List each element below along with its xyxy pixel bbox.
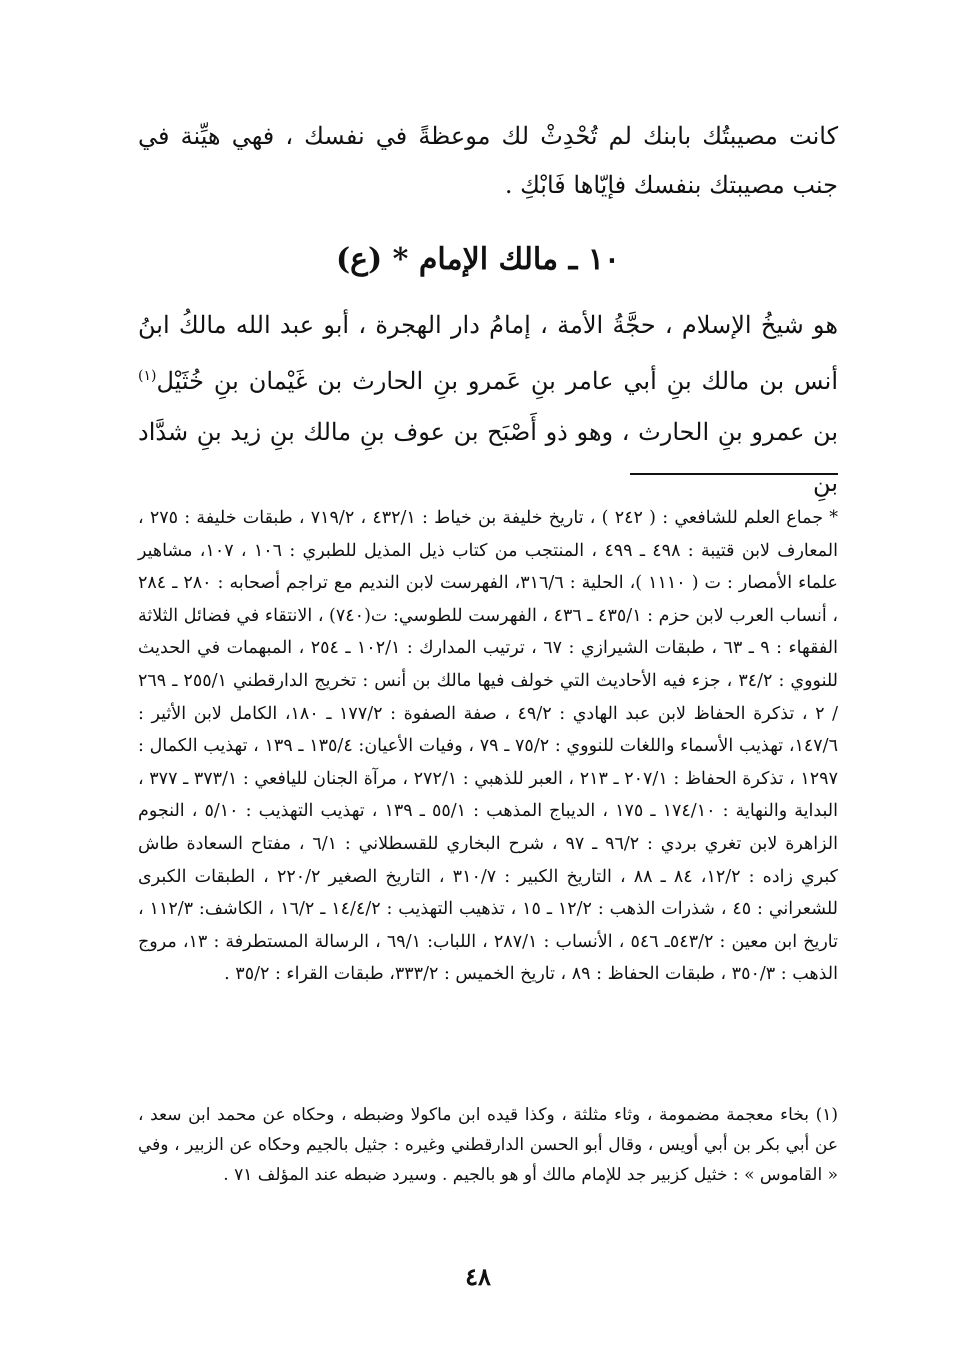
- intro-text: كانت مصيبتُك بابنك لم تُحْدِثْ لك موعظةً في نفسك ، فهي هيِّنة في جنب مصيبتك بنفسك فإيّاها فَابْكِ .: [138, 122, 838, 199]
- sources-text: * جماع العلم للشافعي : ( ٢٤٢ ) ، تاريخ خليفة بن خياط : ٤٣٢/١ ، ٧١٩/٢ ، طبقات خليفة : ٢٧٥ ، المعارف لابن قتيبة : ٤٩٨ ـ ٤٩٩ ، المنتجب من كتاب ذيل المذيل للطبري : ١٠٦ ، ١٠٧، مشاهير علماء الأمصار : ت ( ١١١٠ )، الحلية : ٣١٦/٦، الفهرست لابن النديم مع تراجم أصحابه : ٢٨٠ ـ ٢٨٤ ، أنساب العرب لابن حزم : ٤٣٥/١ ـ ٤٣٦ ، الفهرست للطوسي: ت(٧٤٠) ، الانتقاء في فضائل الثلاثة الفقهاء : ٩ ـ ٦٣ ، طبقات الشيرازي : ٦٧ ، ترتيب المدارك : ١٠٢/١ ـ ٢٥٤ ، المبهمات في الحديث للنووي : ٣٤/٢ ، جزء فيه الأحاديث التي خولف فيها مالك بن أنس : تخريج الدارقطني ٢٥٥/١ ـ ٢٦٩ / ٢ ، تذكرة الحفاظ لابن عبد الهادي : ٤٩/٢ ، صفة الصفوة : ١٧٧/٢ ـ ١٨٠، الكامل لابن الأثير : ١٤٧/٦، تهذيب الأسماء واللغات للنووي : ٧٥/٢ ـ ٧٩ ، وفيات الأعيان: ١٣٥/٤ ـ ١٣٩ ، تهذيب الكمال : ١٢٩٧ ، تذكرة الحفاظ : ٢٠٧/١ ـ ٢١٣ ، العبر للذهبي : ٢٧٢/١ ، مرآة الجنان لليافعي : ٣٧٣/١ ـ ٣٧٧ ، البداية والنهاية : ١٧٤/١٠ ـ ١٧٥ ، الديباج المذهب : ٥٥/١ ـ ١٣٩ ، تهذيب التهذيب : ٥/١٠ ، النجوم الزاهرة لابن تغري بردي : ٩٦/٢ ـ ٩٧ ، شرح البخاري للقسطلاني : ٦/١ ، مفتاح السعادة طاش كبري زاده : ١٢/٢، ٨٤ ـ ٨٨ ، التاريخ الكبير : ٣١٠/٧ ، التاريخ الصغير ٢٢٠/٢ ، الطبقات الكبرى للشعراني : ٤٥ ، شذرات الذهب : ١٢/٢ ـ ١٥ ، تذهيب التهذيب : ١٤/٤/٢ ـ ١٦/٢ ، الكاشف: ١١٢/٣ ، تاريخ ابن معين : ٥٤٣/٢ـ ٥٤٦ ، الأنساب : ٢٨٧/١ ، اللباب: ٦٩/١ ، الرسالة المستطرفة : ١٣، مروج الذهب : ٣٥٠/٣ ، طبقات الحفاظ : ٨٩ ، تاريخ الخميس : ٣٣٣/٢، طبقات القراء : ٣٥/٢ .: [138, 508, 839, 985]
- page-number: ٤٨: [465, 1262, 491, 1291]
- section-heading: ١٠ ـ مالك الإمام * (ع): [335, 242, 621, 277]
- footnote-separator: [630, 473, 838, 475]
- biography-text-part1: هو شيخُ الإسلام ، حجَّةُ الأمة ، إمامُ دار الهجرة ، أبو عبد الله مالكُ ابنُ أنس بن مالك بنِ أبي عامر بنِ عَمرو بنِ الحارث بن غَيْمان بنِ خُثَيْل: [138, 311, 838, 395]
- footnote-text: (١) بخاء معجمة مضمومة ، وثاء مثلثة ، وكذا قيده ابن ماكولا وضبطه ، وحكاه عن محمد ابن سعد ، عن أبي بكر بن أبي أويس ، وقال أبو الحسن الدارقطني وغيره : جثيل بالجيم وحكاه عن الزبير ، وفي « القاموس » : خثيل كزبير جد للإمام مالك أو هو بالجيم . وسيرد ضبطه عند المؤلف ٧١ .: [138, 1105, 838, 1185]
- intro-paragraph: [138, 112, 838, 210]
- biography-text-part2: بن عمرو بنِ الحارث ، وهو ذو أَصْبَح بن عوف بنِ مالك بنِ زيد بنِ شدَّاد بنِ: [138, 418, 838, 497]
- numbered-footnote: [138, 1100, 838, 1190]
- sources-footnote: [138, 502, 838, 991]
- footnote-reference: (١): [138, 368, 157, 384]
- biography-paragraph: [138, 300, 838, 509]
- biography-text: [138, 300, 838, 509]
